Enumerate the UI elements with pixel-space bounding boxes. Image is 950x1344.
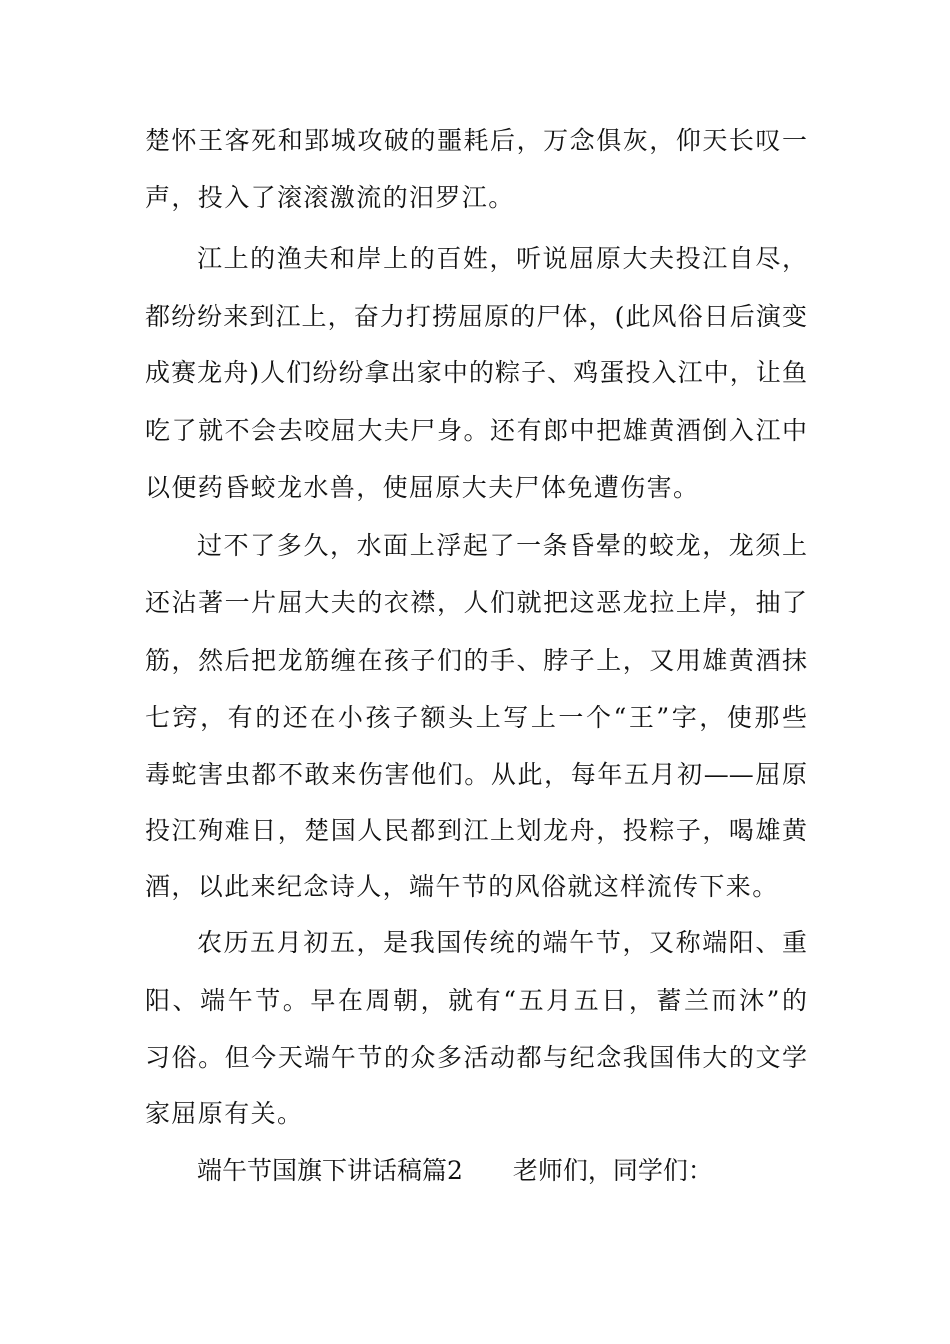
greeting: 老师们，同学们： bbox=[512, 1156, 713, 1185]
text-line: 还沾著一片屈大夫的衣襟，人们就把这恶龙拉上岸，抽了 bbox=[145, 588, 807, 617]
text-line: 阳、端午节。早在周朝，就有“五月五日，蓄兰而沐”的 bbox=[145, 986, 807, 1015]
text-line: 吃了就不会去咬屈大夫尸身。还有郎中把雄黄酒倒入江中 bbox=[145, 416, 807, 445]
text-line: 都纷纷来到江上，奋力打捞屈原的尸体，(此风俗日后演变 bbox=[145, 302, 807, 331]
text-line: 投江殉难日，楚国人民都到江上划龙舟，投粽子，喝雄黄 bbox=[145, 816, 807, 845]
text-line: 习俗。但今天端午节的众多活动都与纪念我国伟大的文学 bbox=[145, 1043, 807, 1072]
text-line: 筋，然后把龙筋缠在孩子们的手、脖子上，又用雄黄酒抹 bbox=[145, 646, 807, 675]
text-line: 家屈原有关。 bbox=[145, 1099, 304, 1128]
text-line: 以便药昏蛟龙水兽，使屈原大夫尸体免遭伤害。 bbox=[145, 473, 700, 502]
text-line: 农历五月初五，是我国传统的端午节，又称端阳、重 bbox=[197, 928, 807, 957]
text-line: 七窍，有的还在小孩子额头上写上一个“王”字，使那些 bbox=[145, 703, 807, 732]
section-title: 端午节国旗下讲话稿篇2 bbox=[197, 1156, 463, 1185]
text-line: 毒蛇害虫都不敢来伤害他们。从此，每年五月初——屈原 bbox=[145, 760, 807, 789]
text-line: 江上的渔夫和岸上的百姓，听说屈原大夫投江自尽， bbox=[197, 244, 807, 273]
text-line: 声，投入了滚滚激流的汨罗江。 bbox=[145, 183, 515, 212]
text-line: 过不了多久，水面上浮起了一条昏晕的蛟龙，龙须上 bbox=[197, 531, 807, 560]
text-line: 酒，以此来纪念诗人，端午节的风俗就这样流传下来。 bbox=[145, 872, 779, 901]
text-line: 成赛龙舟)人们纷纷拿出家中的粽子、鸡蛋投入江中，让鱼 bbox=[145, 358, 807, 387]
section-heading-line bbox=[197, 1142, 807, 1199]
text-line: 楚怀王客死和郢城攻破的噩耗后，万念俱灰，仰天长叹一 bbox=[145, 126, 807, 155]
